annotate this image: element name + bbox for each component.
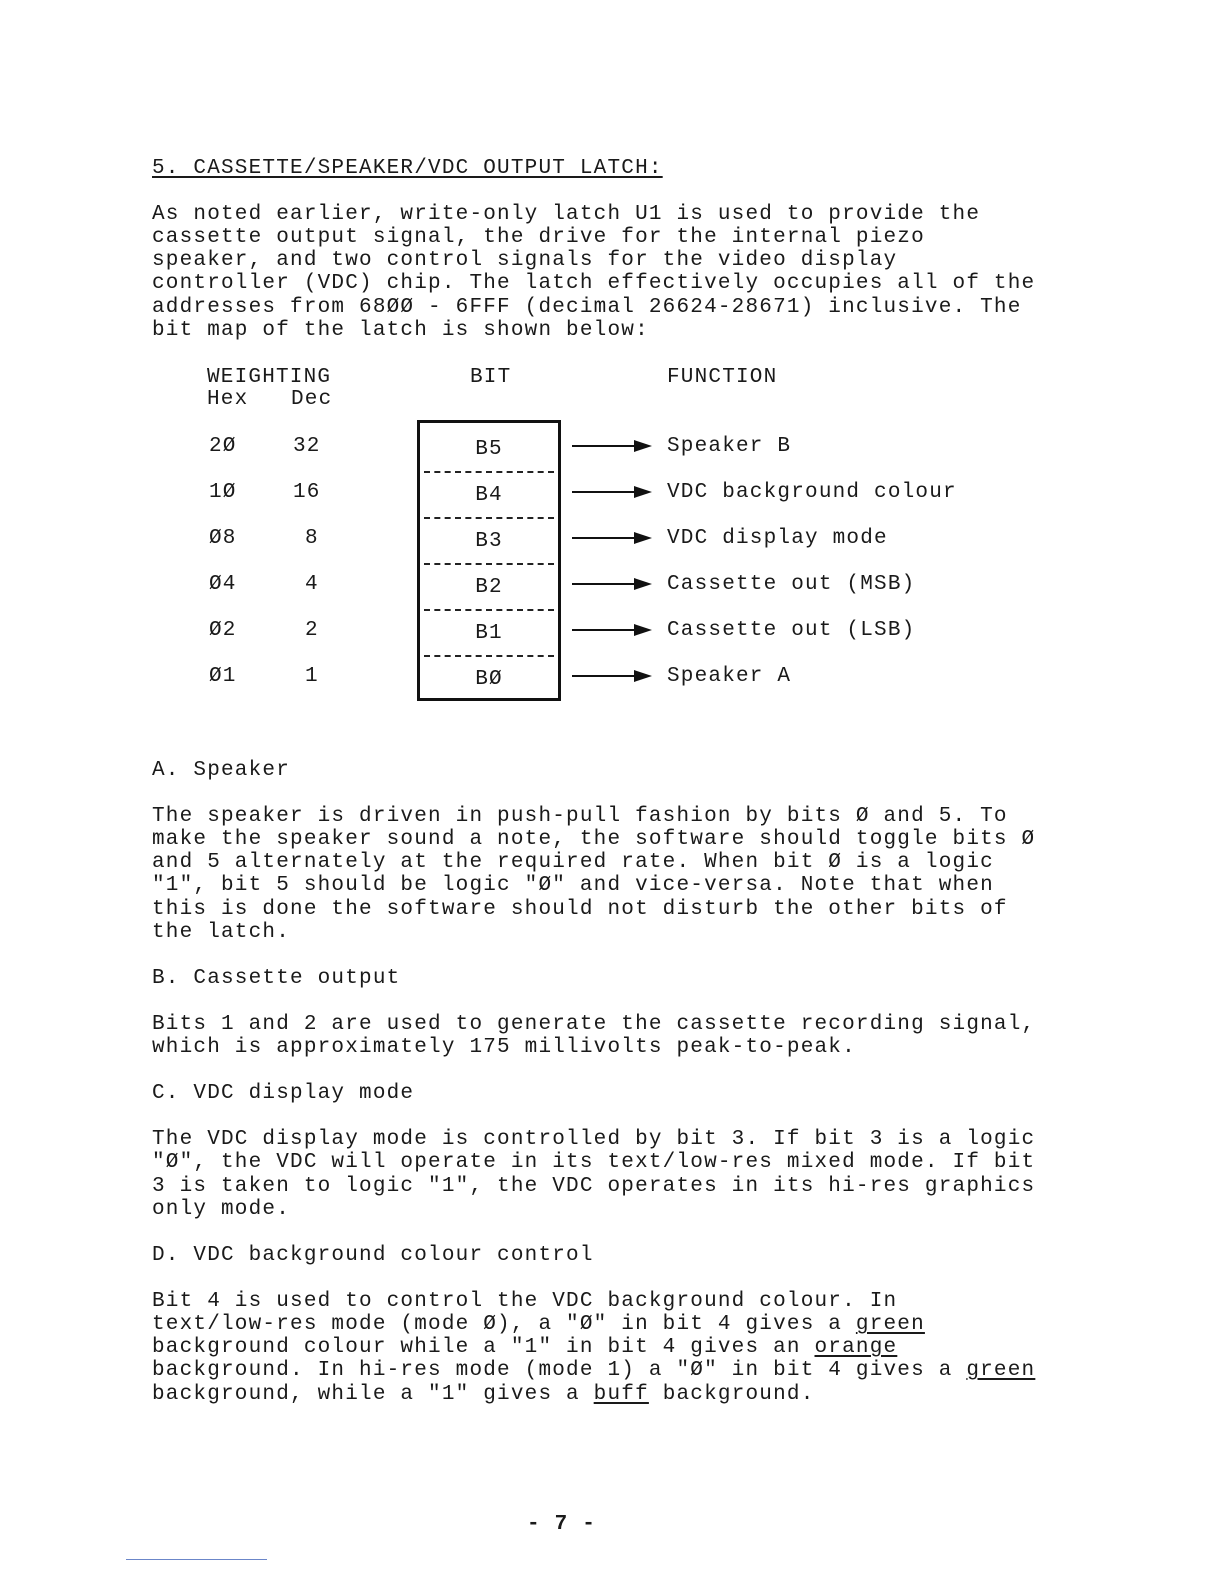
text-run: background. (648, 1383, 815, 1406)
bit-header: BIT (470, 366, 512, 389)
section-title: 5. CASSETTE/SPEAKER/VDC OUTPUT LATCH: (152, 157, 663, 180)
hex-value: Ø8 (209, 527, 237, 550)
text-run: background. In hi-res mode (mode 1) a "Ø" in bit 4 gives a (152, 1359, 967, 1382)
bit-cell: B1 (475, 621, 503, 645)
bit-cell: B4 (475, 483, 503, 507)
colour-word-green: green (855, 1313, 925, 1336)
subsection-title-display-mode: C. VDC display mode (152, 1082, 415, 1105)
hex-header: Hex (207, 388, 249, 411)
colour-word-buff: buff (593, 1383, 649, 1406)
arrow-right-icon (572, 439, 652, 453)
arrow-right-icon (572, 623, 652, 637)
text-run: text/low-res mode (mode Ø), a "Ø" in bit 4 gives a (152, 1313, 856, 1336)
intro-line: cassette output signal, the drive for the internal piezo (152, 226, 925, 249)
colour-word-green: green (966, 1359, 1036, 1382)
paragraph-line: this is done the software should not disturb the other bits of (152, 898, 1008, 921)
dec-value: 2 (305, 619, 319, 642)
colour-word-orange: orange (814, 1336, 898, 1359)
function-label: Cassette out (LSB) (667, 619, 916, 642)
arrow-right-icon (572, 531, 652, 545)
intro-line: As noted earlier, write-only latch U1 is used to provide the (152, 203, 981, 226)
arrow-right-icon (572, 669, 652, 683)
dec-value: 32 (293, 435, 321, 458)
paragraph-line: Bit 4 is used to control the VDC background colour. In (152, 1290, 898, 1313)
function-label: Cassette out (MSB) (667, 573, 916, 596)
text-run: background, while a "1" gives a (152, 1383, 594, 1406)
paragraph-line (152, 1336, 897, 1359)
paragraph-line (152, 1359, 1035, 1382)
paragraph-line: Bits 1 and 2 are used to generate the cassette recording signal, (152, 1013, 1036, 1036)
paragraph-line: the latch. (152, 921, 291, 944)
intro-line: speaker, and two control signals for the video display (152, 249, 898, 272)
intro-line: controller (VDC) chip. The latch effectively occupies all of the (152, 272, 1036, 295)
subsection-title-speaker: A. Speaker (152, 759, 291, 782)
intro-line: addresses from 68ØØ - 6FFF (decimal 26624-28671) inclusive. The (152, 296, 1022, 319)
dec-header: Dec (291, 388, 333, 411)
paragraph-line: "Ø", the VDC will operate in its text/low-res mixed mode. If bit (152, 1151, 1036, 1174)
text-run: background colour while a "1" in bit 4 gives an (152, 1336, 815, 1359)
arrow-right-icon (572, 485, 652, 499)
subsection-title-background-colour: D. VDC background colour control (152, 1244, 594, 1267)
function-label: VDC background colour (667, 481, 957, 504)
bit-cell: B2 (475, 575, 503, 599)
arrow-right-icon (572, 577, 652, 591)
latch-bit-box (417, 420, 561, 701)
paragraph-line: The speaker is driven in push-pull fashion by bits Ø and 5. To (152, 805, 1008, 828)
intro-line: bit map of the latch is shown below: (152, 319, 649, 342)
weighting-header: WEIGHTING (207, 366, 332, 389)
bit-cell: B3 (475, 529, 503, 553)
hex-value: Ø1 (209, 665, 237, 688)
paragraph-line: "1", bit 5 should be logic "Ø" and vice-versa. Note that when (152, 874, 994, 897)
paragraph-line: make the speaker sound a note, the software should toggle bits Ø (152, 828, 1036, 851)
paragraph-line (152, 1313, 925, 1336)
hex-value: 2Ø (209, 435, 237, 458)
paragraph-line: which is approximately 175 millivolts peak-to-peak. (152, 1036, 856, 1059)
hex-value: Ø2 (209, 619, 237, 642)
bit-cell: BØ (475, 667, 503, 691)
hex-value: 1Ø (209, 481, 237, 504)
function-header: FUNCTION (667, 366, 778, 389)
bit-cell: B5 (475, 437, 503, 461)
paragraph-line (152, 1383, 815, 1406)
function-label: VDC display mode (667, 527, 888, 550)
dec-value: 16 (293, 481, 321, 504)
hex-value: Ø4 (209, 573, 237, 596)
function-label: Speaker A (667, 665, 792, 688)
footer-rule (126, 1559, 267, 1560)
paragraph-line: only mode. (152, 1198, 291, 1221)
page-number: - 7 - (527, 1513, 597, 1536)
subsection-title-cassette: B. Cassette output (152, 967, 401, 990)
paragraph-line: The VDC display mode is controlled by bit 3. If bit 3 is a logic (152, 1128, 1036, 1151)
dec-value: 4 (305, 573, 319, 596)
paragraph-line: 3 is taken to logic "1", the VDC operates in its hi-res graphics (152, 1175, 1036, 1198)
dec-value: 8 (305, 527, 319, 550)
dec-value: 1 (305, 665, 319, 688)
paragraph-line: and 5 alternately at the required rate. When bit Ø is a logic (152, 851, 994, 874)
function-label: Speaker B (667, 435, 792, 458)
